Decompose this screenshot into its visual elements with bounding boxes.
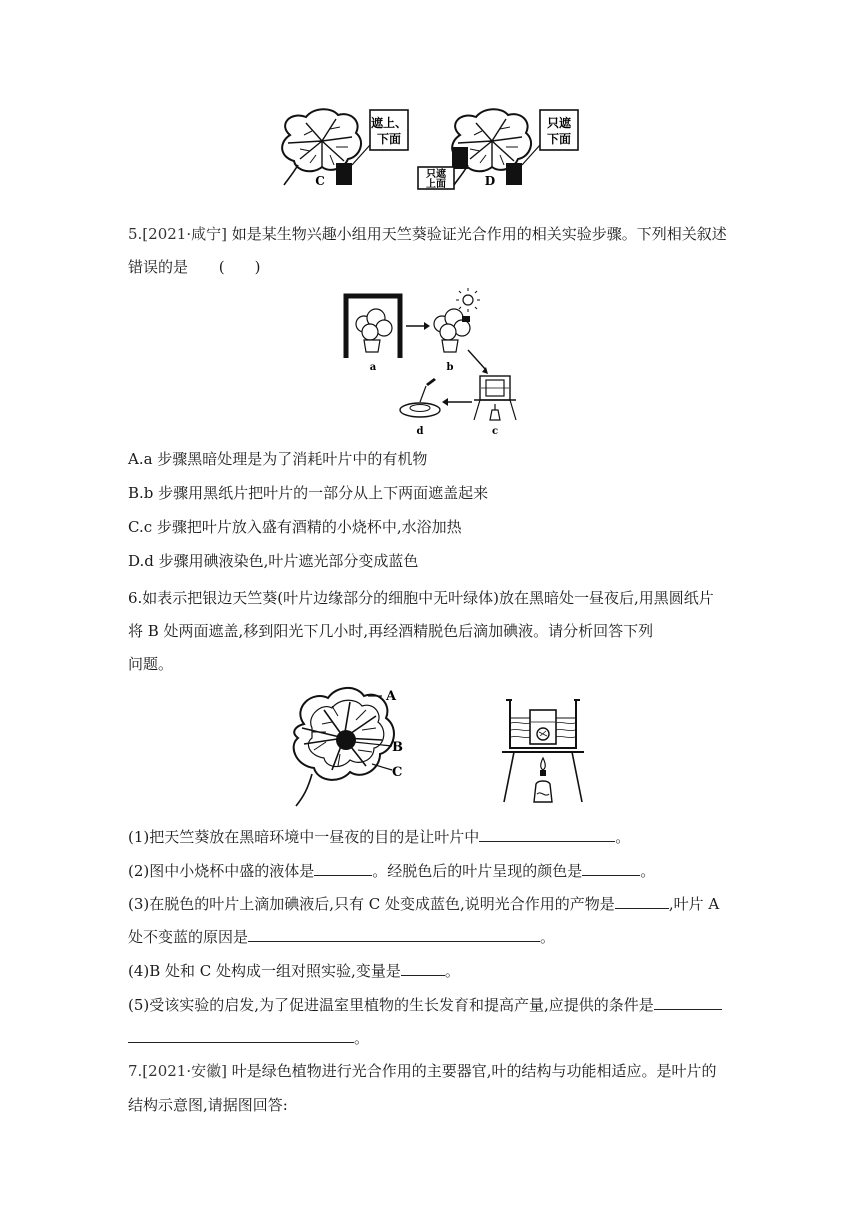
q6-sub1-period: 。 <box>615 828 631 846</box>
q5-option-c: C.c 步骤把叶片放入盛有酒精的小烧杯中,水浴加热 <box>128 518 462 536</box>
leaf-d-label: D <box>484 174 496 188</box>
q6-sub3-line2 <box>128 926 555 948</box>
leaf-c-drawing <box>282 109 408 188</box>
leaves-figure-cd <box>270 105 600 190</box>
c-callout-line2: 下面 <box>376 132 402 146</box>
q7-stem-line2: 结构示意图,请据图回答: <box>128 1096 288 1114</box>
q5-stem-text1: 如是某生物兴趣小组用天竺葵验证光合作用的相关实验步骤。下列相关叙述 <box>231 225 727 243</box>
q6-sub3-line1 <box>128 893 719 915</box>
q5-stem-line2 <box>128 256 261 278</box>
leaf-label-a: A <box>386 689 397 704</box>
q6-sub5-line1 <box>128 994 722 1016</box>
q7-stem-line1 <box>128 1060 717 1082</box>
d-callout-bottom-line2: 上面 <box>426 179 446 190</box>
q6-sub3-blank-reason[interactable] <box>248 927 540 942</box>
q6-sub3-text-c: 处不变蓝的原因是 <box>128 928 249 946</box>
q6-water-bath-figure <box>500 696 586 808</box>
q6-sub5-period: 。 <box>354 1029 370 1047</box>
q5-stem-text2: 错误的是 <box>128 258 189 276</box>
q6-sub2-period: 。 <box>640 862 656 880</box>
step-c-drawing <box>474 376 516 437</box>
leaf-c-label: C <box>315 174 325 188</box>
step-a-label: a <box>369 362 377 373</box>
q6-sub1-blank[interactable] <box>479 827 615 842</box>
d-callout-top-line2: 下面 <box>546 132 572 146</box>
leaf-d-drawing <box>418 109 578 190</box>
step-b-label: b <box>446 362 454 373</box>
step-a-drawing <box>346 296 400 373</box>
q6-stem-line2: 将 B 处两面遮盖,移到阳光下几小时,再经酒精脱色后滴加碘液。请分析回答下列 <box>128 622 654 640</box>
q6-sub2-text-b: 。经脱色后的叶片呈现的颜色是 <box>372 862 583 880</box>
leaf-label-c: C <box>392 765 403 780</box>
q5-option-d: D.d 步骤用碘液染色,叶片遮光部分变成蓝色 <box>128 552 419 570</box>
step-d-label: d <box>416 426 424 437</box>
step-b-drawing <box>434 288 480 373</box>
q6-sub5-text: (5)受该实验的启发,为了促进温室里植物的生长发育和提高产量,应提供的条件是 <box>128 996 654 1014</box>
q6-sub2 <box>128 860 655 882</box>
q6-sub3-blank-product[interactable] <box>615 894 669 909</box>
q5-steps-figure <box>340 288 530 438</box>
q6-sub5-blank-a[interactable] <box>654 995 722 1010</box>
leaf-label-b: B <box>392 740 403 755</box>
q5-option-a: A.a 步骤黑暗处理是为了消耗叶片中的有机物 <box>128 450 428 468</box>
q6-stem-line1: 6.如表示把银边天竺葵(叶片边缘部分的细胞中无叶绿体)放在黑暗处一昼夜后,用黑圆纸片 <box>128 589 714 607</box>
q6-sub4-text: (4)B 处和 C 处构成一组对照实验,变量是 <box>128 962 401 980</box>
q6-sub4 <box>128 960 460 982</box>
q6-sub2-blank-liquid[interactable] <box>314 861 372 876</box>
q6-sub4-period: 。 <box>444 962 460 980</box>
q6-sub1 <box>128 826 630 848</box>
d-callout-bottom-line1: 只遮 <box>426 169 446 180</box>
q5-tag: 5.[2021·咸宁] <box>128 225 227 243</box>
step-d-drawing <box>400 378 440 437</box>
q6-sub3-period: 。 <box>540 928 556 946</box>
q5-option-b: B.b 步骤用黑纸片把叶片的一部分从上下两面遮盖起来 <box>128 484 489 502</box>
q6-sub2-blank-color[interactable] <box>582 861 640 876</box>
q6-sub4-blank[interactable] <box>401 961 445 976</box>
q6-sub2-text-a: (2)图中小烧杯中盛的液体是 <box>128 862 315 880</box>
q6-sub5-line2 <box>128 1027 369 1049</box>
q6-leaf-figure <box>282 684 412 812</box>
q6-stem-line3: 问题。 <box>128 655 174 673</box>
q6-sub3-text-a: (3)在脱色的叶片上滴加碘液后,只有 C 处变成蓝色,说明光合作用的产物是 <box>128 895 615 913</box>
q7-tag: 7.[2021·安徽] <box>128 1062 227 1080</box>
c-callout-line1: 遮上、 <box>370 116 408 130</box>
q5-stem-line1 <box>128 223 727 245</box>
q5-answer-paren: ( ) <box>218 258 261 276</box>
q6-sub5-blank-b[interactable] <box>128 1028 354 1043</box>
q6-sub1-text: (1)把天竺葵放在黑暗环境中一昼夜的目的是让叶片中 <box>128 828 480 846</box>
q6-sub3-text-b: ,叶片 A <box>668 895 720 913</box>
q7-stem-text1: 叶是绿色植物进行光合作用的主要器官,叶的结构与功能相适应。是叶片的 <box>231 1062 717 1080</box>
d-callout-top-line1: 只遮 <box>546 116 572 130</box>
step-c-label: c <box>491 426 499 437</box>
